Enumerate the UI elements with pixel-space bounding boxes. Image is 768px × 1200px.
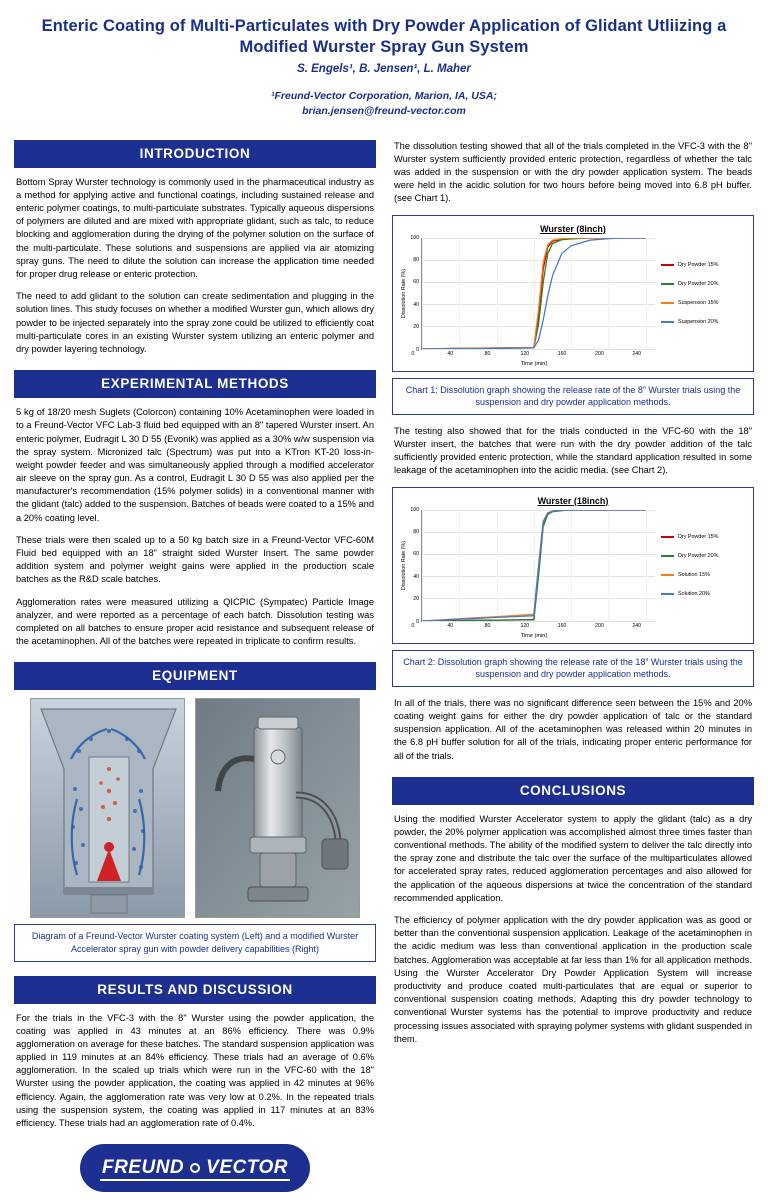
results-summary-paragraph: In all of the trials, there was no significant difference seen between the 15% and 20% coating weight gains for either the dry powder application of talc or the standard suspension application. All of the acetaminophen was released within 20 minutes in the 6.8 pH buffer solution for all of the trials, indicating proper enteric performance for all of the trials. [394,697,752,761]
freund-vector-logo [80,1144,310,1192]
logo-underline [100,1179,290,1181]
legend-item [661,300,747,306]
chart-xtick: 40 [447,350,454,357]
chart-2-area [399,506,747,625]
chart-series-line [422,510,646,621]
chart-xtick: 0 [411,350,415,357]
legend-swatch [661,283,674,285]
chart-2-plotwrap [399,506,655,625]
results-paragraph-1: For the trials in the VFC-3 with the 8" Wurster using the powder application, the coating was applied in 43 minutes at an 86% efficiency. There was 0.9% agglomeration on average for these batches. The standard suspension application was applied in 119 minutes at an 84% efficiency. These trials had an average of 0.6% agglomeration. In the scaled up trials which were run in the VFC-60 with the 18" Wurster using the powder application, the coating was applied in 42 minutes at 96% efficiency. Again, the agglomeration rate was very low at 0.2%. In the repeated trials using the suspension system, the coating was applied in 117 minutes at an 83% efficiency. These trials had an agglomeration rate of 0.4%. [16,1012,374,1128]
chart-xtick: 240 [632,622,641,629]
chart-1-ytick: 20 [413,324,419,331]
experimental-paragraph-1: 5 kg of 18/20 mesh Suglets (Colorcon) containing 10% Acetaminophen were loaded in to a Freund-Vector VFC Lab-3 fluid bed equipped with an 8" tapered Wurster insert. An enteric polymer, Eudragit L 30 D 55 (Evonik) was applied as a 30% w/w suspension via the spray system. Micronized talc (Spectrum) was put into a KTron KT-20 loss-in-weight powder feeder and was simultaneously applied through a modified accelerator air sleeve on the spray gun. As a control, Eudragit L 30 D 55 was also applied per the manufacturer's recommendation (15% polymer solids) in a conventional manner with the glidant (talc) added to the suspension. Batches of beads were coated to a 15% and a 20% coating level. [16,407,374,523]
chart-2-yticks [407,506,421,625]
chart-xtick: 120 [520,350,530,357]
spray-gun-photo [195,698,360,918]
chart-1-title: Wurster (8inch) [540,223,606,234]
chart-1 [392,215,754,372]
chart-1-ytick: 60 [413,279,419,286]
legend-swatch [661,321,674,323]
legend-swatch [661,555,674,557]
chart-1-caption: Chart 1: Dissolution graph showing the release rate of the 8” Wurster trials using the suspension and dry powder application methods. [392,378,754,415]
legend-label: Solution 20% [678,591,710,598]
chart-2-xlabel: Time (min) [520,632,548,639]
chart-2-ytick: 40 [413,573,419,580]
chart-2-ytick: 100 [410,506,419,513]
logo-word-vector: VECTOR [206,1157,288,1179]
legend-item [661,591,747,597]
chart-2 [392,487,754,644]
poster-header [14,10,754,124]
section-heading-introduction: INTRODUCTION [14,140,376,168]
chart-1-ytick: 0 [416,346,419,353]
chart-2-legend [655,510,747,622]
chart-2-ytick: 80 [413,528,419,535]
intro-paragraph-2: The need to add glidant to the solution can create sedimentation and plugging in the solution lines. This study focuses on whether a modified Wurster gun, which allows dry powder to be injected separately into the spray zone could be utilized to efficiently coat multi-particulate cores in an existing Wurster system utilizing an enteric polymer and dry powder layering technology. [16,291,374,354]
chart-xtick: 200 [595,622,604,629]
page-title: Enteric Coating of Multi-Particulates with Dry Powder Application of Glidant Utliizing a Modified Wurster Spray Gun System [41,17,727,56]
poster-columns [14,140,754,1193]
chart-2-ytick: 20 [413,596,419,603]
legend-label: Dry Powder 20% [678,281,719,288]
chart-2-plot [421,510,655,622]
left-column [14,140,376,1193]
legend-item [661,534,747,540]
equipment-images [14,698,376,918]
chart-1-xlabel: Time (min) [520,360,548,367]
chart-1-plotwrap [399,234,655,353]
intro-paragraph-1: Bottom Spray Wurster technology is commonly used in the pharmaceutical industry as a method for applying active and functional coatings, including sustained release and enteric polymer coatings, to multi-particulate substrates. Typically aqueous dispersions of polymers are diluted and are mixed with appropriate glidant, such as talc, to reduce blocking and agglomeration during the drying of the polymer solution on the surface of the multi-particulate. These solutions and suspensions are applied via air atomizing spray guns. The need to dilute the solution can increase the application time needed for proper drug release or enteric protection. [16,176,374,279]
chart-series-line [422,510,646,621]
chart-2-ytick: 0 [416,618,419,625]
legend-swatch [661,302,674,304]
chart-series-line [422,238,646,349]
chart-xtick: 80 [484,350,491,357]
legend-item [661,281,747,287]
chart-xtick: 120 [520,622,530,629]
chart-xtick: 240 [632,350,641,357]
chart-1-legend [655,238,747,350]
legend-item [661,553,747,559]
chart-1-ylabel: Dissolution Rate (%) [401,269,407,319]
company-logo [14,1144,376,1192]
dissolution-intro-paragraph: The dissolution testing showed that all of the trials completed in the VFC-3 with the 8" Wurster system sufficiently provided enteric protection, regardless of whether the talc was added in the suspension or with the dry powder application system. The beads were held in the acidic solution for two hours before being moved into 6.8 pH buffer. (see Chart 1). [394,140,752,204]
chart-2-ytick: 60 [413,551,419,558]
chart-xtick: 200 [595,350,604,357]
legend-item [661,572,747,578]
chart-xtick: 0 [411,622,415,629]
chart-1-plot [421,238,655,350]
section-heading-experimental: EXPERIMENTAL METHODS [14,370,376,398]
chart-1-ytick: 40 [413,301,419,308]
legend-item [661,319,747,325]
section-heading-results: RESULTS AND DISCUSSION [14,976,376,1004]
chart-xtick: 160 [557,350,567,357]
affiliation-text: ¹Freund-Vector Corporation, Marion, IA, USA; [271,90,497,103]
experimental-paragraph-2: These trials were then scaled up to a 50 kg batch size in a Freund-Vector VFC-60M Fluid bed equipped with an 18" straight sided Wurster Insert. The same powder addition system and polymer weight gains were applied in the production scale batches as the R&D scale batches. [16,534,374,585]
chart-2-intro-paragraph: The testing also showed that for the trials conducted in the VFC-60 with the 18" Wurster insert, the batches that were run with the dry powder addition of the talc sufficiently provided enteric protection, while the standard application resulted in some leakage of the acetaminophen into the acidic media. (see Chart 2). [394,425,752,476]
legend-label: Suspension 20% [678,319,719,326]
chart-1-area [399,234,747,353]
legend-swatch [661,574,674,576]
legend-swatch [661,593,674,595]
chart-2-ylabel: Dissolution Rate (%) [401,540,407,591]
contact-email[interactable]: brian.jensen@freund-vector.com [302,105,466,118]
chart-1-ytick: 80 [413,257,419,264]
chart-2-title: Wurster (18inch) [537,495,609,506]
legend-label: Solution 15% [678,572,710,579]
wurster-diagram-image [30,698,185,918]
chart-1-yticks [407,234,421,353]
chart-xtick: 80 [484,622,491,629]
chart-series-line [422,510,646,621]
legend-label: Dry Powder 15% [678,534,719,541]
legend-item [661,262,747,268]
chart-1-xticks [413,350,655,362]
logo-word-freund: FREUND [101,1157,185,1179]
chart-series-line [422,238,646,349]
affiliation [34,89,734,119]
experimental-paragraph-3: Agglomeration rates were measured utilizing a QICPIC (Sympatec) Particle Image analyzer, and were reported as a percentage of each batch. Dissolution testing was completed on all batches to ensure proper acid resistance and subsequent release of the acetaminophen. All of the batches were repeated in triplicate to confirm results. [16,596,374,647]
chart-series-line [422,238,646,349]
section-heading-conclusions: CONCLUSIONS [392,777,754,805]
right-column [392,140,754,1193]
legend-label: Dry Powder 15% [678,262,719,269]
section-heading-equipment: EQUIPMENT [14,662,376,690]
conclusions-paragraph-1: Using the modified Wurster Accelerator system to apply the glidant (talc) as a dry powder, the 20% polymer application was accomplished almost three times faster than conventional methods. The ability of the modified system to deliver the talc directly into the spray zone and distribute the talc over the surface of the multiparticulates allowed for accelerated spray rates, reduced agglomeration percentages and also allowed for the application of the aqueous dispersions at twice the concentration of the standard recommended application. [394,813,752,903]
chart-2-xticks [413,622,655,634]
chart-xtick: 160 [557,622,567,629]
legend-swatch [661,264,674,266]
chart-xtick: 40 [447,622,454,629]
legend-label: Dry Powder 20% [678,553,719,560]
chart-1-ytick: 100 [410,234,419,241]
logo-dot-icon [190,1163,200,1173]
chart-series-line [422,238,646,349]
author-list: S. Engels¹, B. Jensen¹, L. Maher [297,63,471,76]
chart-series-line [422,510,646,621]
legend-label: Suspension 15% [678,300,719,307]
equipment-caption: Diagram of a Freund-Vector Wurster coating system (Left) and a modified Wurster Accelerator spray gun with powder delivery capabilities (Right) [14,924,376,961]
conclusions-paragraph-2: The efficiency of polymer application with the dry powder application was as good or better than the conventional suspension application. Leakage of the acetaminophen in the acidic medium was less than conventional application in the production scale batches. Agglomeration was acceptable at far less than 1% for all application methods. Using the Wurster Accelerator Dry Powder Application System will increase productivity and produce coated multi-particulates that are equal or superior to conventional suspension coating methods. Adapting this dry powder technology to conventional Wurster systems has the potential to improve productivity and reduce processing issues associated with spraying polymer systems with glidant suspended in them. [394,915,752,1044]
legend-swatch [661,536,674,538]
chart-2-caption: Chart 2: Dissolution graph showing the release rate of the 18” Wurster trials using the suspension and dry powder application methods. [392,650,754,687]
